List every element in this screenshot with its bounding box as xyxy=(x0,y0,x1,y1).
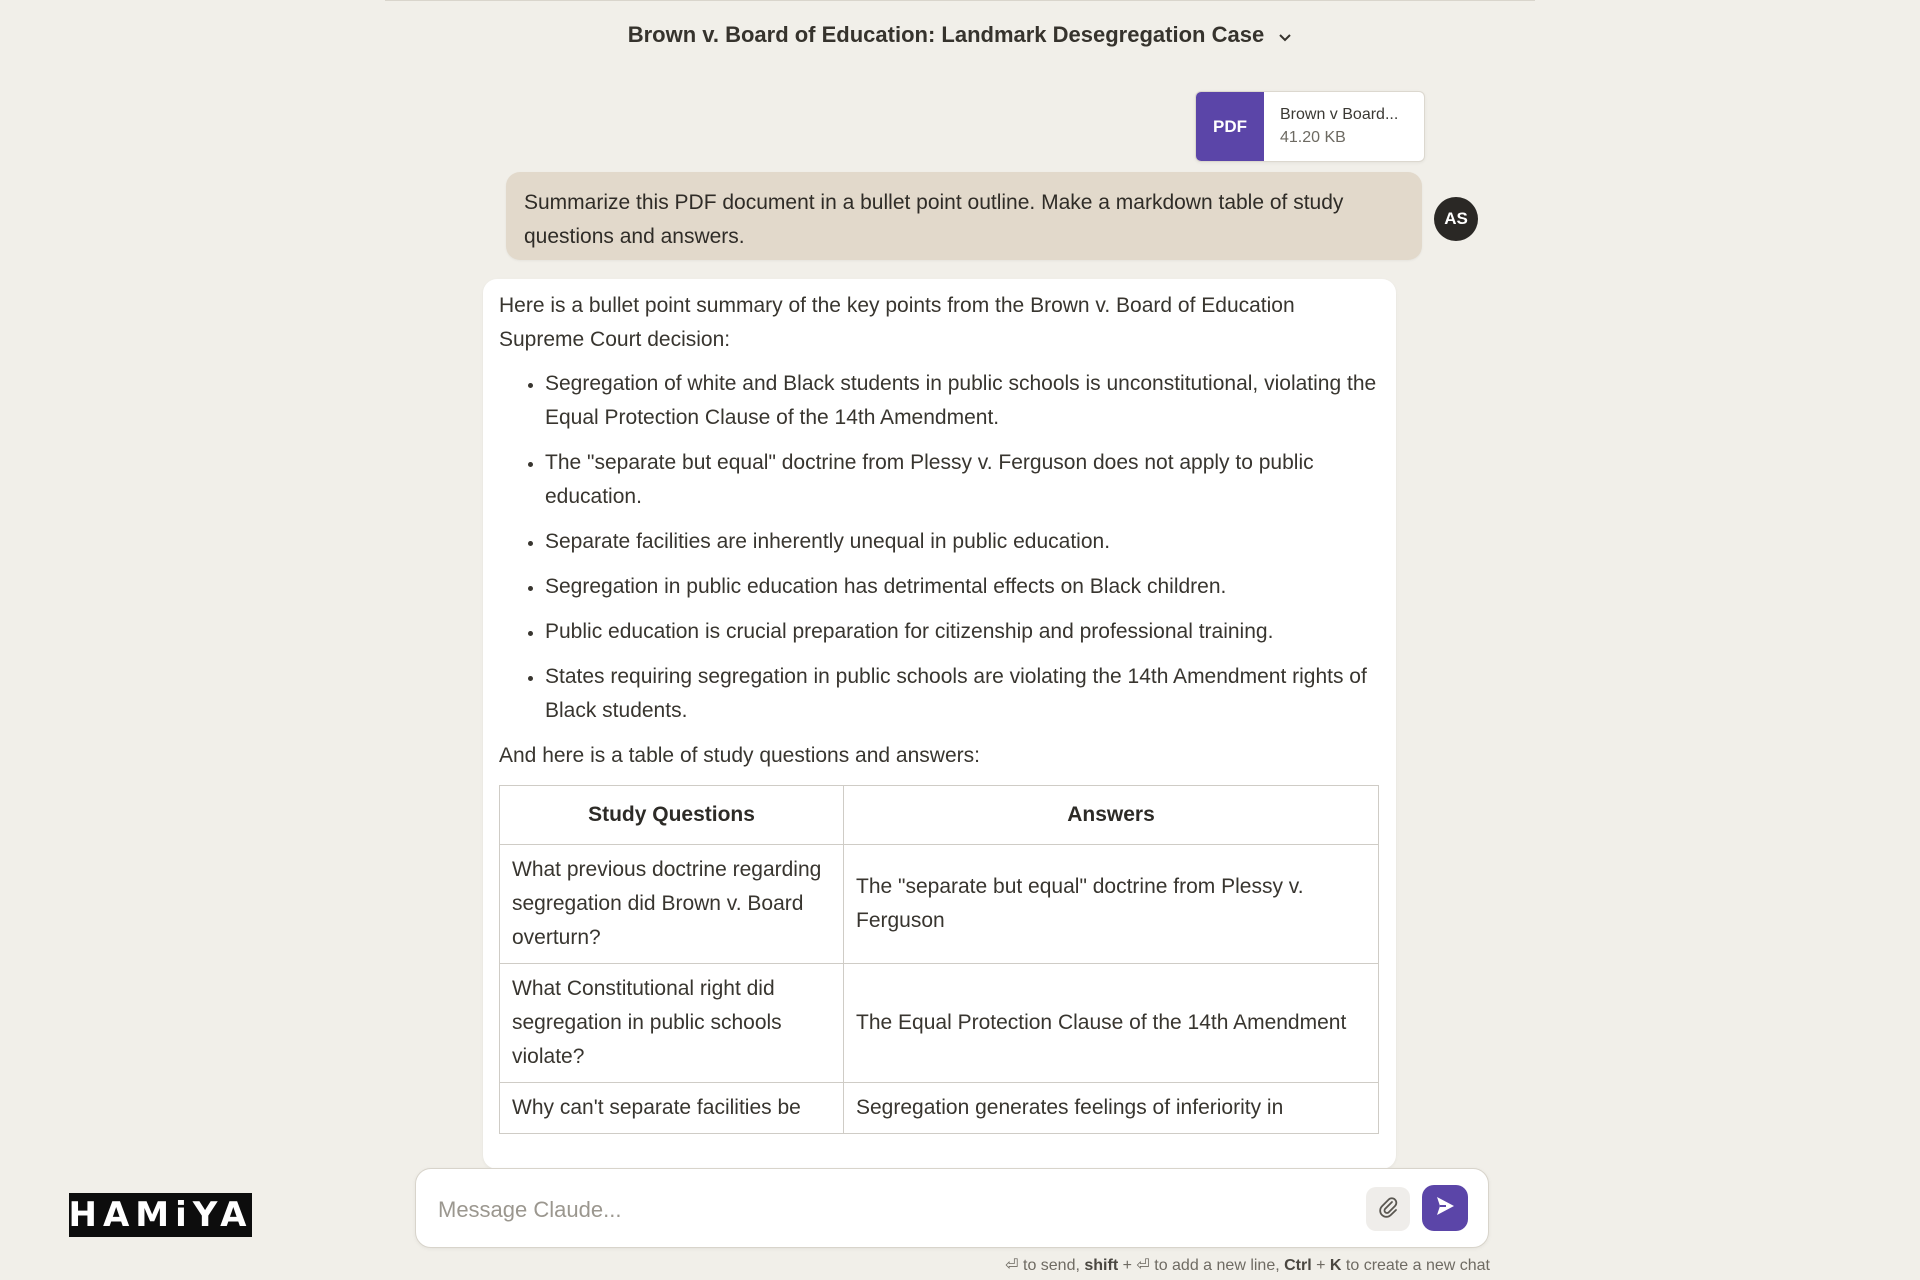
answer-cell: The "separate but equal" doctrine from Plessy v. Ferguson xyxy=(844,845,1379,964)
conversation-title-bar[interactable] xyxy=(0,22,1920,49)
list-item: • Segregation in public education has detrimental effects on Black children. xyxy=(545,570,1380,604)
assistant-intro-text: Here is a bullet point summary of the key points from the Brown v. Board of Education Supreme Court decision: xyxy=(499,294,1295,351)
top-divider xyxy=(385,0,1535,1)
column-header-answers: Answers xyxy=(844,786,1379,845)
watermark-logo xyxy=(69,1193,252,1237)
question-cell: What previous doctrine regarding segregation did Brown v. Board overturn? xyxy=(500,845,844,964)
avatar-initials: AS xyxy=(1444,209,1468,228)
chevron-down-icon[interactable] xyxy=(1278,23,1292,49)
hint-plus: + xyxy=(1311,1257,1330,1274)
enter-key-icon: ⏎ xyxy=(1005,1257,1019,1274)
study-questions-table xyxy=(499,785,1379,1134)
question-cell: Why can't separate facilities be xyxy=(500,1083,844,1134)
message-composer xyxy=(415,1168,1489,1248)
assistant-message xyxy=(483,279,1396,1169)
keyboard-shortcut-hint xyxy=(0,1255,1490,1275)
user-avatar xyxy=(1434,197,1478,241)
answer-cell: The Equal Protection Clause of the 14th Amendment xyxy=(844,964,1379,1083)
hint-plus: + xyxy=(1118,1257,1137,1274)
question-cell: What Constitutional right did segregation in public schools violate? xyxy=(500,964,844,1083)
attachment-file-size: 41.20 KB xyxy=(1280,129,1346,146)
user-message-text: Summarize this PDF document in a bullet point outline. Make a markdown table of study questions and answers. xyxy=(524,191,1344,248)
k-key-label: K xyxy=(1329,1257,1342,1274)
send-button[interactable] xyxy=(1422,1185,1468,1231)
summary-bullet-list xyxy=(499,367,1380,728)
watermark-text: HAMiYA xyxy=(68,1195,253,1235)
table-intro-text: And here is a table of study questions and answers: xyxy=(499,744,980,767)
pdf-attachment-card[interactable] xyxy=(1195,91,1425,162)
paperclip-icon xyxy=(1377,1195,1399,1224)
list-item: • Segregation of white and Black students in public schools is unconstitutional, violating the Equal Protection Clause of the 14th Amendment. xyxy=(545,367,1380,435)
attachment-file-name: Brown v Board... xyxy=(1280,106,1399,123)
table-row xyxy=(500,1083,1379,1134)
hint-send-text: to send, xyxy=(1018,1257,1085,1274)
send-arrow-icon xyxy=(1433,1194,1457,1223)
answer-cell: Segregation generates feelings of inferiority in xyxy=(844,1083,1379,1134)
table-row xyxy=(500,845,1379,964)
list-item: • The "separate but equal" doctrine from Plessy v. Ferguson does not apply to public education. xyxy=(545,446,1380,514)
list-item: • Public education is crucial preparation for citizenship and professional training. xyxy=(545,615,1380,649)
pdf-file-icon xyxy=(1196,92,1264,161)
table-header-row xyxy=(500,786,1379,845)
hint-new-chat-text: to create a new chat xyxy=(1341,1257,1490,1274)
table-row xyxy=(500,964,1379,1083)
enter-key-icon: ⏎ xyxy=(1136,1257,1150,1274)
ctrl-key-label: Ctrl xyxy=(1284,1257,1312,1274)
pdf-type-label: PDF xyxy=(1213,116,1247,136)
shift-key-label: shift xyxy=(1084,1257,1119,1274)
user-message-bubble xyxy=(506,172,1422,260)
message-input[interactable] xyxy=(436,1191,1340,1229)
list-item: • Separate facilities are inherently unequal in public education. xyxy=(545,525,1380,559)
list-item: • States requiring segregation in public schools are violating the 14th Amendment rights of Black students. xyxy=(545,660,1380,728)
hint-newline-text: to add a new line, xyxy=(1149,1257,1285,1274)
attach-file-button[interactable] xyxy=(1366,1187,1410,1231)
column-header-questions: Study Questions xyxy=(500,786,844,845)
conversation-title[interactable]: Brown v. Board of Education: Landmark Desegregation Case xyxy=(627,22,1265,47)
